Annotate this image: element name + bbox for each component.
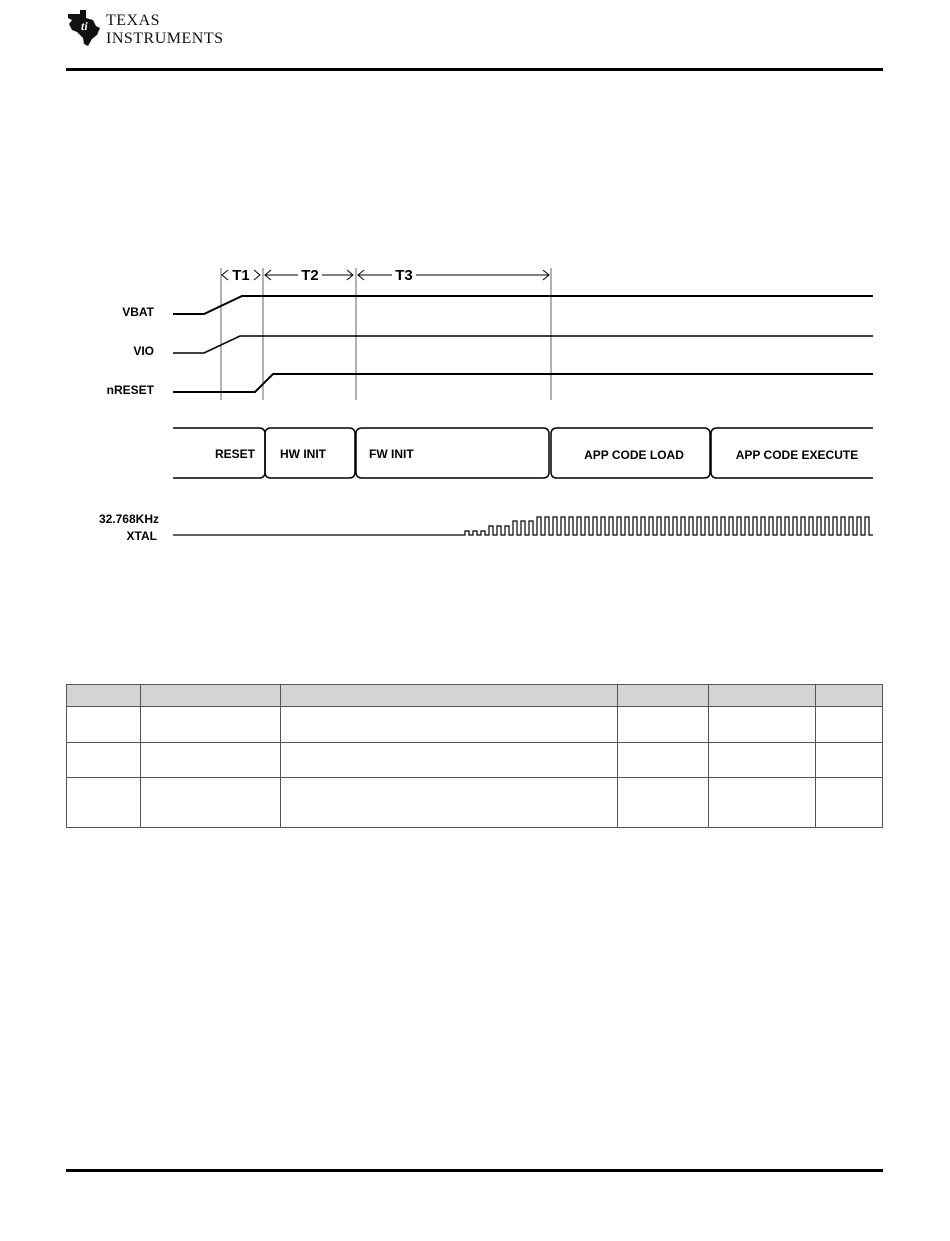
vbat-label: VBAT: [122, 305, 154, 319]
table-cell: [618, 707, 709, 743]
t3-label: T3: [395, 267, 413, 284]
table-header-cell: [140, 685, 280, 707]
t1-label: T1: [232, 267, 250, 284]
table-cell: [67, 707, 141, 743]
table-cell: [140, 743, 280, 778]
table-cell: [67, 778, 141, 828]
nreset-waveform: [173, 374, 873, 392]
table-cell: [709, 778, 816, 828]
nreset-label: nRESET: [106, 383, 154, 397]
phase-app-code-execute: APP CODE EXECUTE: [735, 448, 859, 462]
table-cell: [140, 778, 280, 828]
table-cell: [816, 778, 883, 828]
table-header-cell: [816, 685, 883, 707]
vbat-waveform: [173, 296, 873, 314]
phase-fw-init: FW INIT: [369, 447, 414, 461]
vio-waveform: [173, 336, 873, 353]
table-cell: [816, 707, 883, 743]
table-row: [67, 778, 883, 828]
brand-line-2: INSTRUMENTS: [106, 30, 224, 47]
table-cell: [280, 743, 618, 778]
table-row: [67, 707, 883, 743]
footer-rule: [66, 1169, 883, 1172]
table-row: [67, 743, 883, 778]
t2-label: T2: [301, 267, 319, 284]
phase-reset: RESET: [214, 447, 255, 461]
vio-label: VIO: [133, 344, 154, 358]
clock-xtal-label: XTAL: [126, 529, 157, 543]
table-cell: [709, 743, 816, 778]
brand-line-1: TEXAS: [106, 12, 161, 29]
power-up-timing-diagram: [0, 0, 950, 600]
phase-app-code-load: APP CODE LOAD: [584, 448, 684, 462]
table-cell: [816, 743, 883, 778]
table-header-cell: [709, 685, 816, 707]
interval-guides: [221, 268, 551, 400]
xtal-clock-waveform: [173, 517, 873, 535]
table-cell: [67, 743, 141, 778]
clock-freq-label: 32.768KHz: [98, 512, 159, 526]
table-cell: [280, 707, 618, 743]
table-header-row: [67, 685, 883, 707]
timing-table: [66, 684, 883, 828]
table-cell: [140, 707, 280, 743]
table-cell: [618, 743, 709, 778]
table-header-cell: [280, 685, 618, 707]
table-cell: [618, 778, 709, 828]
table-cell: [709, 707, 816, 743]
phase-hw-init: HW INIT: [280, 447, 326, 461]
table-header-cell: [618, 685, 709, 707]
table-header-cell: [67, 685, 141, 707]
interval-arrows: [222, 270, 549, 280]
table-cell: [280, 778, 618, 828]
svg-text:ti: ti: [81, 19, 88, 33]
